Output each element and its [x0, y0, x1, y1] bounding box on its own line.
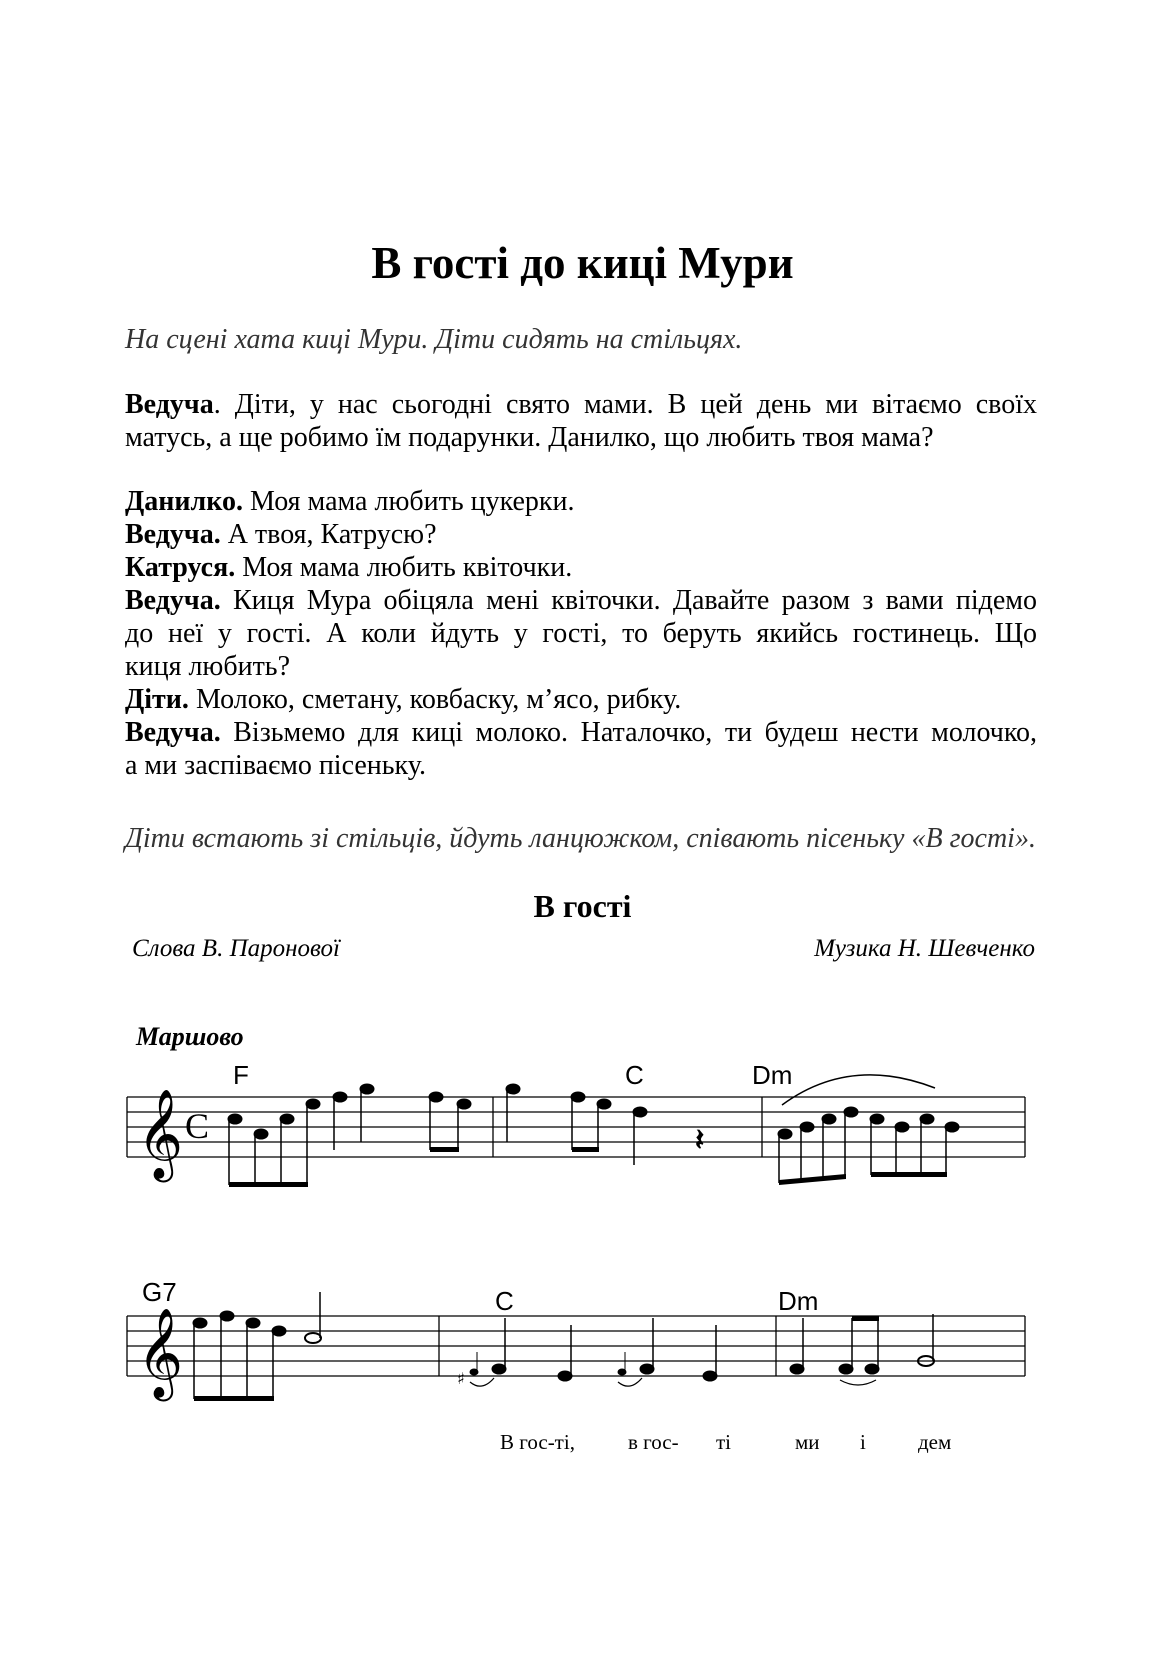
- tie: [840, 1380, 876, 1385]
- note-head: [246, 1318, 260, 1328]
- dialogue-line: а ми заспіваємо пісеньку.: [125, 750, 426, 781]
- note-head: [945, 1122, 959, 1132]
- lyrics-credit: Слова В. Паронової: [132, 935, 341, 962]
- dialogue-line: до неї у гості. А коли йдуть у гості, то беруть якийсь гостинець. Що: [125, 618, 1037, 649]
- note-head: [506, 1084, 520, 1094]
- treble-clef-icon: 𝄞: [137, 1308, 184, 1398]
- note-head: [920, 1114, 934, 1124]
- note-head: [703, 1371, 717, 1381]
- speaker-name: Ведуча.: [125, 519, 221, 550]
- slur: [782, 1075, 935, 1105]
- dialogue-text: А твоя, Катрусю?: [220, 519, 437, 550]
- note-head: [778, 1129, 792, 1139]
- note-head: [254, 1129, 268, 1139]
- note-head: [865, 1364, 879, 1374]
- speaker-name: Діти.: [125, 684, 189, 715]
- chord-symbol: C: [625, 1060, 644, 1090]
- chord-symbol: Dm: [752, 1060, 793, 1090]
- note-head: [360, 1084, 374, 1094]
- speaker-name: Ведуча.: [125, 585, 221, 616]
- notes-measure-3: [778, 1075, 959, 1185]
- note-head: [306, 1099, 320, 1109]
- note-head: [220, 1311, 234, 1321]
- note-head: [492, 1364, 506, 1374]
- stage-direction-intro: На сцені хата киці Мури. Діти сидять на стільцях.: [125, 324, 743, 355]
- note-head: [280, 1114, 294, 1124]
- lyric-syllable: і: [860, 1430, 866, 1454]
- chord-symbol: C: [495, 1286, 514, 1316]
- note-head: [272, 1326, 286, 1336]
- note-head: [228, 1114, 242, 1124]
- note-head: [895, 1122, 909, 1132]
- notes-measure-1: [228, 1084, 471, 1187]
- note-head: [597, 1099, 611, 1109]
- lyric-syllable: ми: [795, 1430, 820, 1454]
- beam: [852, 1316, 879, 1321]
- dialogue-line: матусь, а ще робимо їм подарунки. Данилко, що любить твоя мама?: [125, 422, 934, 453]
- note-head: [800, 1122, 814, 1132]
- note-head: [822, 1114, 836, 1124]
- staff-2: [127, 1316, 1025, 1376]
- beam: [779, 1174, 846, 1185]
- dialogue-text: . Діти, у нас сьогодні свято мами. В цей день ми вітаємо своїх: [213, 389, 1037, 420]
- speaker-name: Ведуча.: [125, 717, 221, 748]
- speaker-name: Ведуча: [125, 389, 214, 420]
- dialogue-text: Моя мама любить цукерки.: [243, 486, 575, 517]
- treble-clef-icon: 𝄞: [137, 1089, 184, 1179]
- half-note-head: [305, 1333, 321, 1343]
- dialogue-text: Киця Мура обіцяла мені квіточки. Давайте разом з вами підемо: [220, 585, 1037, 616]
- note-head: [193, 1318, 207, 1328]
- note-head: [457, 1099, 471, 1109]
- dialogue-line: киця любить?: [125, 651, 291, 682]
- note-head: [333, 1092, 347, 1102]
- beam: [871, 1172, 947, 1177]
- lyric-syllable: дем: [918, 1430, 952, 1454]
- tempo-marking: Маршово: [136, 1022, 244, 1051]
- note-head: [571, 1092, 585, 1102]
- notes-measure-5: [457, 1318, 717, 1388]
- dialogue-text: Візьмемо для киці молоко. Наталочко, ти будеш нести молочко,: [220, 717, 1037, 748]
- speaker-name: Данилко.: [125, 486, 244, 517]
- note-head: [640, 1364, 654, 1374]
- sharp-icon: ♯: [457, 1369, 465, 1388]
- lyric-syllable: в гос-: [628, 1430, 679, 1454]
- note-head: [633, 1107, 647, 1117]
- lyric-syllable: ті: [716, 1430, 732, 1454]
- song-title: В гості: [533, 888, 632, 924]
- note-head: [790, 1364, 804, 1374]
- chord-symbol: G7: [142, 1277, 177, 1307]
- page-title: В гості до киці Мури: [371, 238, 794, 288]
- speaker-name: Катруся.: [125, 552, 236, 583]
- time-signature: C: [185, 1106, 210, 1146]
- chord-symbol: Dm: [778, 1286, 819, 1316]
- note-head: [870, 1114, 884, 1124]
- note-head: [558, 1371, 572, 1381]
- dialogue-text: Моя мама любить квіточки.: [235, 552, 573, 583]
- music-credit: Музика Н. Шевченко: [814, 935, 1035, 962]
- quarter-rest-icon: 𝄽: [695, 1123, 705, 1158]
- beam: [229, 1182, 308, 1187]
- lyric-syllable: В гос-ті,: [500, 1430, 575, 1454]
- chord-symbol: F: [233, 1060, 249, 1090]
- dialogue-text: Молоко, сметану, ковбаску, м’ясо, рибку.: [188, 684, 682, 715]
- notes-measure-2: [506, 1084, 704, 1165]
- beam: [194, 1396, 274, 1401]
- note-head: [429, 1092, 443, 1102]
- note-head: [839, 1364, 853, 1374]
- note-head: [844, 1107, 858, 1117]
- notes-measure-6: [790, 1314, 934, 1385]
- stage-direction-song: Діти встають зі стільців, йдуть ланцюжком, співають пісеньку «В гості».: [125, 823, 1036, 854]
